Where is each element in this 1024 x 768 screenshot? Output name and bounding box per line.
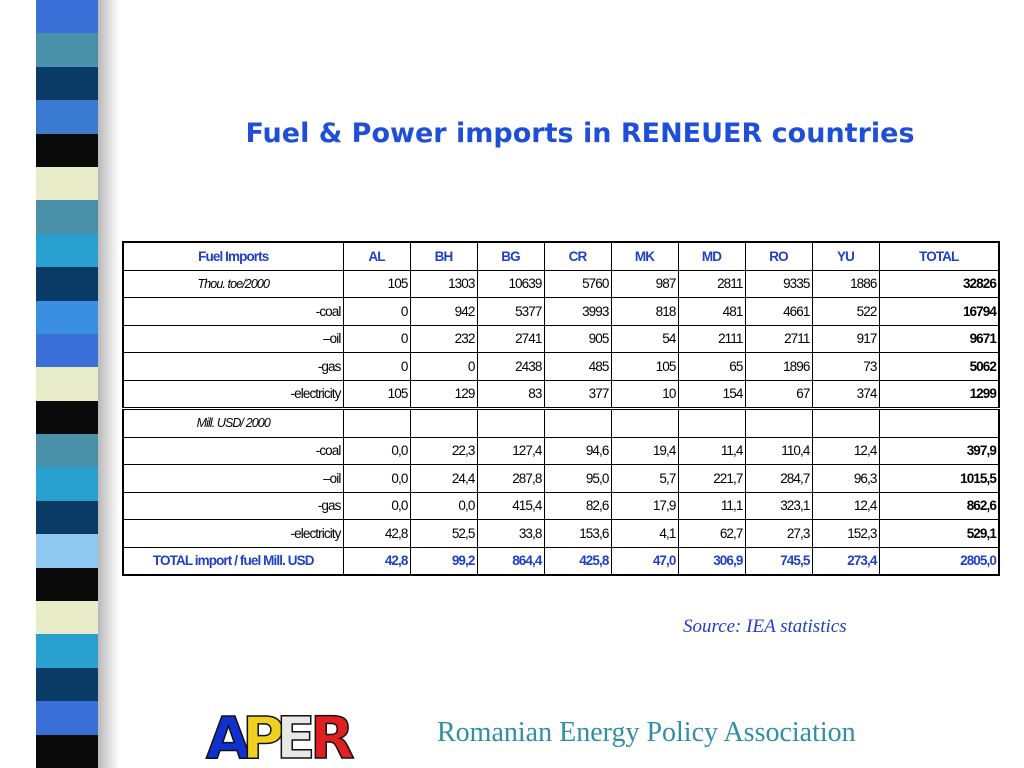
table-row [123,437,999,465]
table-cell: 54 [611,325,678,353]
table-cell: 105 [611,353,678,381]
stripe-band [36,134,98,168]
table-cell: 11,4 [678,437,745,465]
table-cell: 273,4 [812,547,879,575]
table-cell [678,409,745,438]
stripe-band [36,534,98,568]
table-cell: 905 [544,325,611,353]
row-label: –oil [123,465,343,493]
row-label: –oil [123,325,343,353]
table-cell: 374 [812,380,879,409]
table-row [123,380,999,409]
table-row [123,270,999,298]
table-cell: 12,4 [812,437,879,465]
logo-letter-p: P [242,704,285,768]
row-label: -electricity [123,520,343,548]
table-row [123,520,999,548]
header-mk: MK [611,242,678,270]
slide-title: Fuel & Power imports in RENEUER countries [245,118,915,149]
table-row [123,492,999,520]
row-label: -coal [123,298,343,326]
stripe-band [36,568,98,602]
table-cell: 110,4 [745,437,812,465]
table-cell: 1303 [410,270,477,298]
table-cell: 1015,5 [879,465,999,493]
table-cell: 82,6 [544,492,611,520]
table-cell: 153,6 [544,520,611,548]
table-cell: 221,7 [678,465,745,493]
table-row [123,325,999,353]
table-row [123,298,999,326]
table-cell: 99,2 [410,547,477,575]
table-cell [812,409,879,438]
table-cell [343,409,410,438]
stripe-band [36,701,98,735]
table-cell: 1299 [879,380,999,409]
header-al: AL [343,242,410,270]
stripe-band [36,267,98,301]
table-cell: 105 [343,270,410,298]
table-cell: 2111 [678,325,745,353]
table-cell: 2811 [678,270,745,298]
table-cell: 0 [343,325,410,353]
table-cell: 33,8 [477,520,544,548]
table-cell: 16794 [879,298,999,326]
stripe-band [36,668,98,702]
logo-letter-a: A [206,704,251,768]
table-cell: 0 [343,353,410,381]
table-cell: 862,6 [879,492,999,520]
source-note: Source: IEA statistics [683,616,847,637]
table-cell: 52,5 [410,520,477,548]
table-cell: 62,7 [678,520,745,548]
table-cell: 22,3 [410,437,477,465]
header-cr: CR [544,242,611,270]
table-cell: 19,4 [611,437,678,465]
table-cell: 284,7 [745,465,812,493]
table-cell: 425,8 [544,547,611,575]
table-cell: 0,0 [343,492,410,520]
table-row [123,353,999,381]
table-cell: 745,5 [745,547,812,575]
table-cell: 1896 [745,353,812,381]
table-cell: 485 [544,353,611,381]
header-md: MD [678,242,745,270]
table-cell: 127,4 [477,437,544,465]
stripe-band [36,434,98,468]
table-cell: 83 [477,380,544,409]
row-label: TOTAL import / fuel Mill. USD [123,547,343,575]
table-cell: 522 [812,298,879,326]
header-ro: RO [745,242,812,270]
table-cell [879,409,999,438]
aper-logo [206,702,355,768]
table-cell: 96,3 [812,465,879,493]
table-cell: 0,0 [410,492,477,520]
stripe-shadow [98,0,120,768]
table-cell: 152,3 [812,520,879,548]
stripe-band [36,501,98,535]
table-cell: 377 [544,380,611,409]
stripe-band [36,167,98,201]
header-fuel-imports: Fuel Imports [123,242,343,270]
table-cell: 5,7 [611,465,678,493]
table-cell: 47,0 [611,547,678,575]
stripe-band [36,200,98,234]
table-cell: 2711 [745,325,812,353]
table-cell: 94,6 [544,437,611,465]
row-label: -gas [123,353,343,381]
table-cell: 27,3 [745,520,812,548]
row-label: -gas [123,492,343,520]
table-row [123,409,999,438]
table-cell: 529,1 [879,520,999,548]
stripe-band [36,234,98,268]
row-label: -coal [123,437,343,465]
table-header-row [123,242,999,270]
table-cell: 306,9 [678,547,745,575]
table-cell: 2741 [477,325,544,353]
stripe-band [36,467,98,501]
row-label: Thou. toe/2000 [123,270,343,298]
table-cell: 65 [678,353,745,381]
table-cell: 917 [812,325,879,353]
stripe-band [36,0,98,34]
table-cell [611,409,678,438]
table-cell: 17,9 [611,492,678,520]
table-cell: 1886 [812,270,879,298]
table-cell: 5377 [477,298,544,326]
table-cell: 2805,0 [879,547,999,575]
table-cell: 73 [812,353,879,381]
table-cell: 942 [410,298,477,326]
table-row [123,465,999,493]
table-cell: 42,8 [343,547,410,575]
table-cell: 232 [410,325,477,353]
table-cell: 397,9 [879,437,999,465]
table-cell: 129 [410,380,477,409]
table-cell: 287,8 [477,465,544,493]
table-cell: 11,1 [678,492,745,520]
association-name: Romanian Energy Policy Association [437,717,856,748]
table-cell: 4,1 [611,520,678,548]
table-cell: 95,0 [544,465,611,493]
table-cell [410,409,477,438]
row-label: Mill. USD/ 2000 [123,409,343,438]
stripe-band [36,100,98,134]
header-bg: BG [477,242,544,270]
stripe-band [36,735,98,768]
decorative-stripe [36,0,98,768]
stripe-band [36,367,98,401]
stripe-band [36,301,98,335]
table-cell: 987 [611,270,678,298]
table-cell [745,409,812,438]
table-cell: 67 [745,380,812,409]
table-row [123,547,999,575]
table-cell: 10639 [477,270,544,298]
table-cell: 818 [611,298,678,326]
table-cell: 32826 [879,270,999,298]
table-cell: 24,4 [410,465,477,493]
table-cell: 5062 [879,353,999,381]
row-label: -electricity [123,380,343,409]
table-cell: 9335 [745,270,812,298]
table-cell: 105 [343,380,410,409]
logo-letter-e: E [276,704,316,768]
table-cell [477,409,544,438]
table-cell: 4661 [745,298,812,326]
table-cell: 415,4 [477,492,544,520]
table-cell: 0 [410,353,477,381]
table-cell: 10 [611,380,678,409]
table-cell: 481 [678,298,745,326]
header-bh: BH [410,242,477,270]
table-cell: 864,4 [477,547,544,575]
table-cell: 0,0 [343,465,410,493]
fuel-imports-table [122,241,1000,576]
stripe-band [36,601,98,635]
logo-letter-r: R [310,704,355,768]
table-cell [544,409,611,438]
table-cell: 0 [343,298,410,326]
stripe-band [36,33,98,67]
table-cell: 3993 [544,298,611,326]
stripe-band [36,67,98,101]
stripe-band [36,334,98,368]
table-cell: 42,8 [343,520,410,548]
header-yu: YU [812,242,879,270]
table-cell: 0,0 [343,437,410,465]
table-cell: 12,4 [812,492,879,520]
table-cell: 2438 [477,353,544,381]
stripe-band [36,401,98,435]
table-cell: 9671 [879,325,999,353]
stripe-band [36,634,98,668]
header-total: TOTAL [879,242,999,270]
table-cell: 154 [678,380,745,409]
table-cell: 323,1 [745,492,812,520]
table-cell: 5760 [544,270,611,298]
